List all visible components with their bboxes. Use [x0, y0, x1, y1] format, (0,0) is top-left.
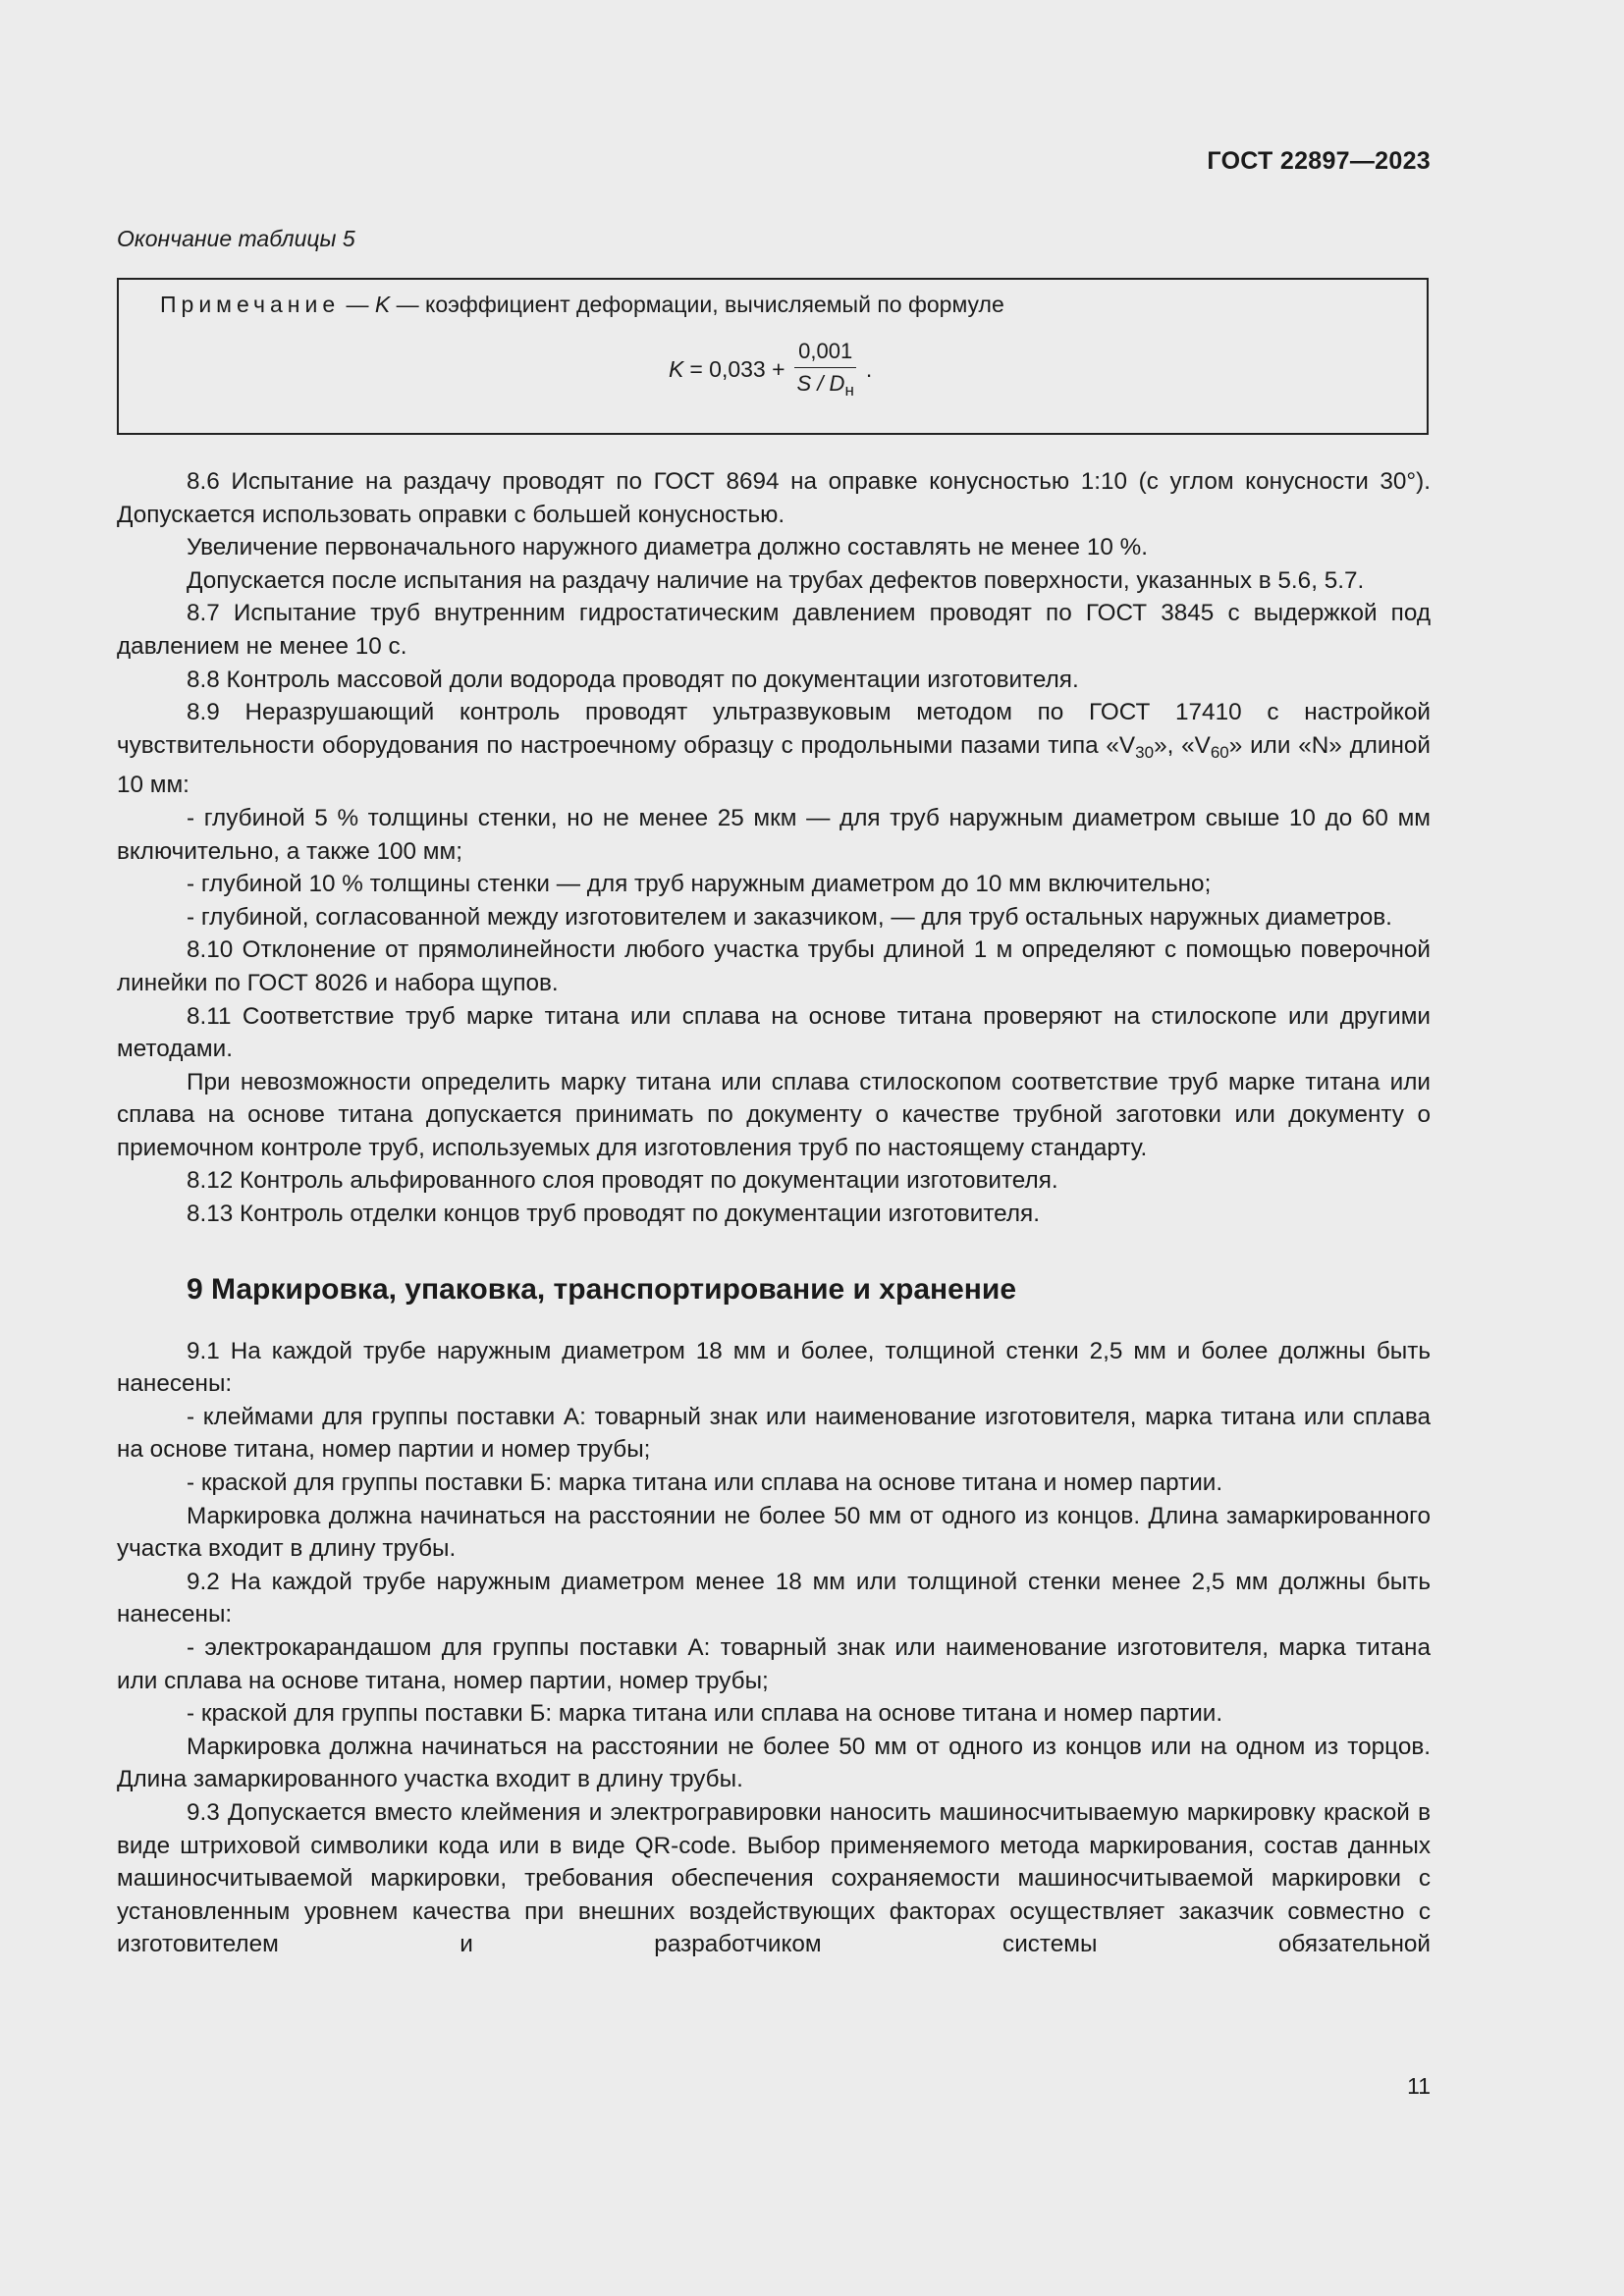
paragraph: Увеличение первоначального наружного диаметра должно составлять не менее 10 %. — [187, 534, 1148, 561]
paragraph-8-11: 8.11 Соответствие труб марке титана или сплава на основе титана проверяют на стилоскопе или другими методами. — [117, 1002, 1431, 1063]
list-item: - краской для группы поставки Б: марка титана или сплава на основе титана и номер партии. — [187, 1469, 1223, 1497]
paragraph: При невозможности определить марку титана или сплава стилоскопом соответствие труб марке титана или сплава на основе титана допускается принимать по документу о качестве трубной заготовки или документу о приемочном контроле труб, используемых для изготовления труб по настоящему стандарту. — [117, 1068, 1431, 1161]
note-box — [117, 278, 1429, 435]
formula-constant: = 0,033 + — [689, 356, 785, 382]
list-item: - краской для группы поставки Б: марка титана или сплава на основе титана и номер партии. — [187, 1700, 1223, 1728]
paragraph: Допускается после испытания на раздачу наличие на трубах дефектов поверхности, указанных в 5.6, 5.7. — [187, 566, 1365, 594]
paragraph-8-6: 8.6 Испытание на раздачу проводят по ГОСТ 8694 на оправке конусностью 1:10 (с углом конусности 30°). Допускается использовать оправки с большей конусностью. — [117, 468, 1431, 528]
body-text — [117, 465, 1431, 1961]
paragraph: Маркировка должна начинаться на расстоянии не более 50 мм от одного из концов или на одном из торцов. Длина замаркированного участка входит в длину трубы. — [117, 1733, 1431, 1793]
paragraph-8-10: 8.10 Отклонение от прямолинейности любого участка трубы длиной 1 м определяют с помощью поверочной линейки по ГОСТ 8026 и набора щупов. — [117, 936, 1431, 996]
note-description: — коэффициент деформации, вычисляемый по формуле — [390, 292, 1004, 317]
formula-numerator: 0,001 — [794, 339, 856, 368]
note-k-symbol: K — [374, 292, 391, 317]
paragraph-8-12: 8.12 Контроль альфированного слоя проводят по документации изготовителя. — [187, 1167, 1058, 1195]
paragraph-8-13: 8.13 Контроль отделки концов труб проводят по документации изготовителя. — [187, 1201, 1040, 1228]
list-item: - глубиной 10 % толщины стенки — для труб наружным диаметром до 10 мм включительно; — [187, 871, 1212, 898]
list-item: - электрокарандашом для группы поставки А: товарный знак или наименование изготовителя, марка титана или сплава на основе титана, номер партии, номер трубы; — [117, 1634, 1431, 1694]
formula-period: . — [865, 356, 873, 382]
list-item: - глубиной, согласованной между изготовителем и заказчиком, — для труб остальных наружных диаметров. — [187, 903, 1392, 931]
paragraph-9-3: 9.3 Допускается вместо клеймения и электрогравировки наносить машиносчитываемую маркировку краской в виде штриховой символики кода или в виде QR-code. Выбор применяемого метода маркирования, состав данных машиносчитываемой маркировки, требования обеспечения сохраняемости машиносчитываемой маркировки с установленным уровнем качества при внешних воздействующих факторах осуществляет заказчик совместно с изготовителем и разработчиком системы обязательной — [117, 1798, 1431, 1958]
paragraph-9-1: 9.1 На каждой трубе наружным диаметром 18 мм и более, толщиной стенки 2,5 мм и более должны быть нанесены: — [117, 1337, 1431, 1398]
paragraph-8-9: 8.9 Неразрушающий контроль проводят ультразвуковым методом по ГОСТ 17410 с настройкой чувствительности оборудования по настроечному образцу с продольными пазами типа «$V_{30}$», «$V_{60}$» или «N» длиной 10 мм: — [117, 699, 1431, 799]
deformation-formula — [669, 339, 872, 400]
note-text: Примечание — K — коэффициент деформации, вычисляемый по формуле — [160, 292, 1004, 317]
note-label: Примечание — [160, 292, 341, 317]
paragraph-8-8: 8.8 Контроль массовой доли водорода проводят по документации изготовителя. — [187, 666, 1079, 693]
formula-lhs: K — [669, 356, 684, 382]
formula-denominator: S / $D_н$ — [796, 371, 854, 400]
section-title: 9 Маркировка, упаковка, транспортирование и хранение — [187, 1272, 1017, 1306]
page-number: 11 — [1407, 2073, 1431, 2099]
paragraph-9-2: 9.2 На каждой трубе наружным диаметром менее 18 мм или толщиной стенки менее 2,5 мм должны быть нанесены: — [117, 1568, 1431, 1629]
document-code: ГОСТ 22897—2023 — [1207, 147, 1431, 175]
paragraph-8-7: 8.7 Испытание труб внутренним гидростатическим давлением проводят по ГОСТ 3845 с выдержкой под давлением не менее 10 с. — [117, 600, 1431, 660]
paragraph: Маркировка должна начинаться на расстоянии не более 50 мм от одного из концов. Длина замаркированного участка входит в длину трубы. — [117, 1502, 1431, 1563]
list-item: - клеймами для группы поставки А: товарный знак или наименование изготовителя, марка титана или сплава на основе титана, номер партии и номер трубы; — [117, 1403, 1431, 1464]
table-continuation-caption: Окончание таблицы 5 — [117, 226, 355, 251]
formula-fraction — [793, 339, 858, 400]
list-item: - глубиной 5 % толщины стенки, но не менее 25 мкм — для труб наружным диаметром свыше 10 до 60 мм включительно, а также 100 мм; — [117, 804, 1431, 865]
